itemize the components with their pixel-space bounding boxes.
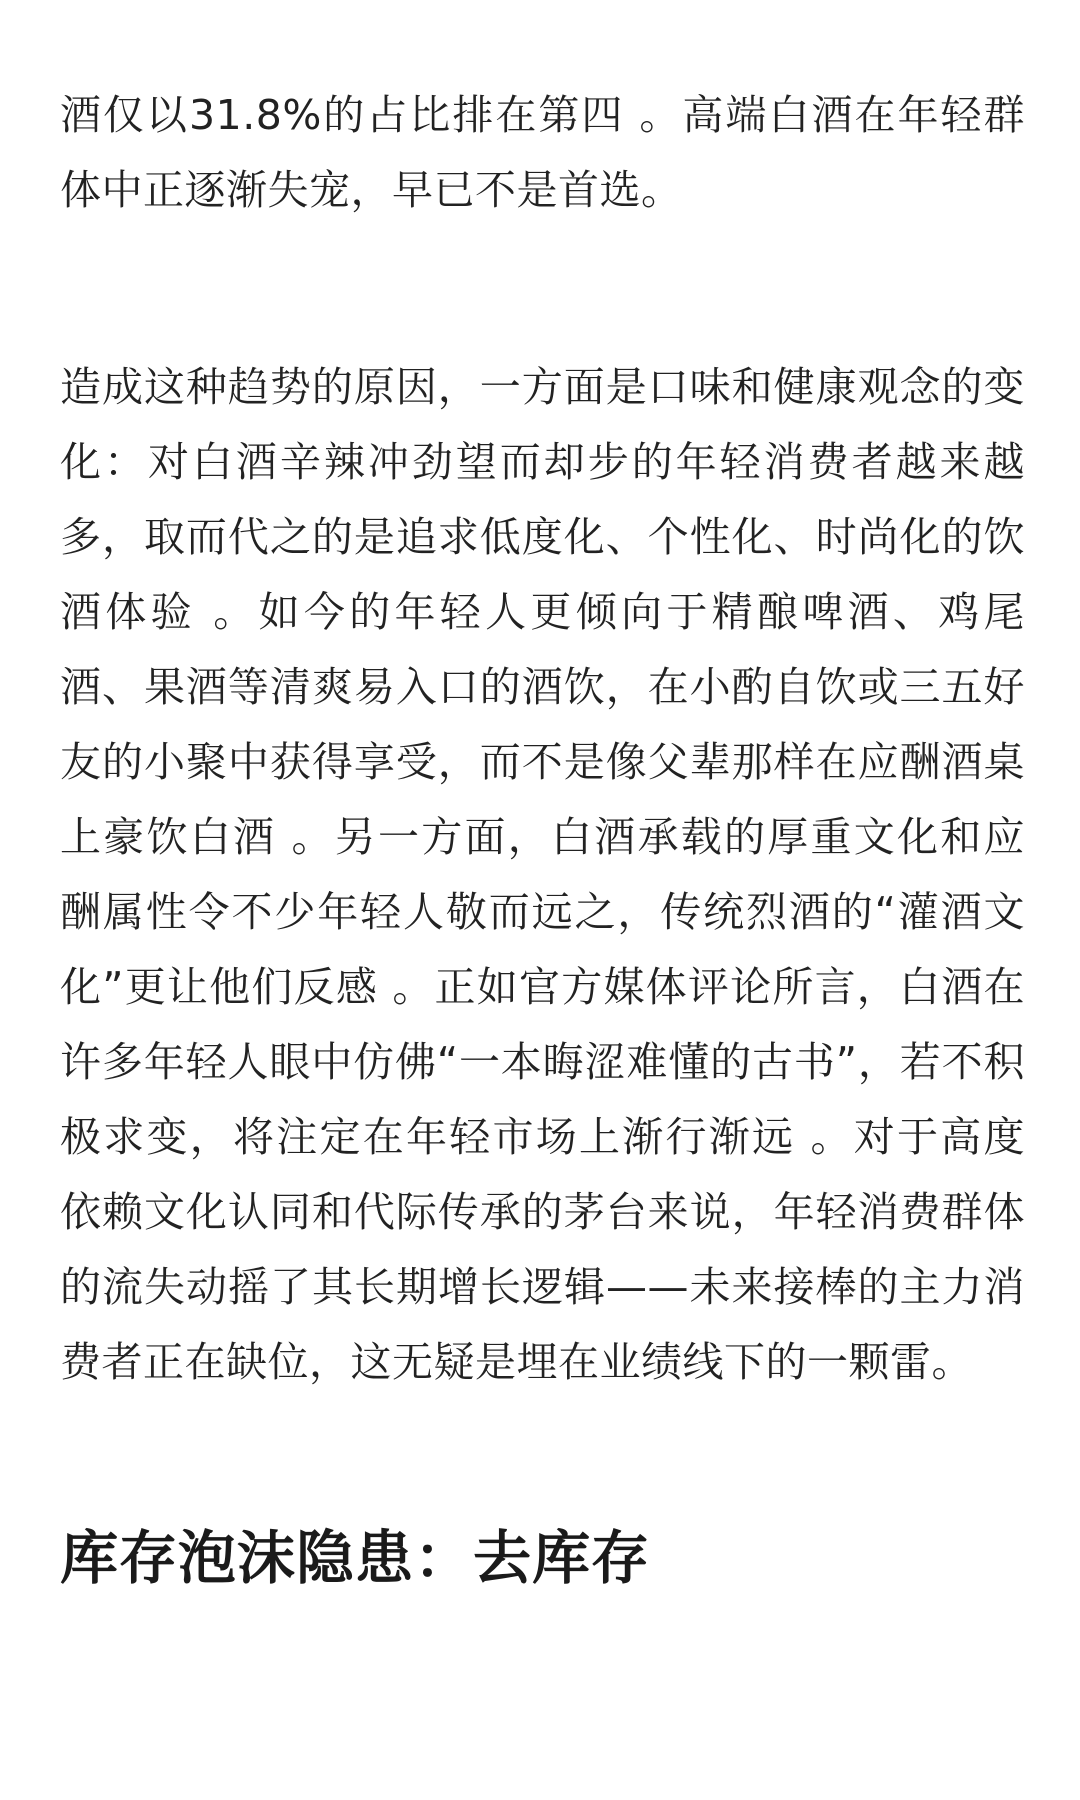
article-paragraph: 造成这种趋势的原因，一方面是口味和健康观念的变化：对白酒辛辣冲劲望而却步的年轻消费者越来越多，取而代之的是追求低度化、个性化、时尚化的饮酒体验 。如今的年轻人更倾向于精酿啤酒、鸡尾酒、果酒等清爽易入口的酒饮，在小酌自饮或三五好友的小聚中获得享受，而不是像父辈那样在应酬酒桌上豪饮白酒 。另一方面，白酒承载的厚重文化和应酬属性令不少年轻人敬而远之，传统烈酒的“灌酒文化”更让他们反感 。正如官方媒体评论所言，白酒在许多年轻人眼中仿佛“一本晦涩难懂的古书”，若不积极求变，将注定在年轻市场上渐行渐远 。对于高度依赖文化认同和代际传承的茅台来说，年轻消费群体的流失动摇了其长期增长逻辑——未来接棒的主力消费者正在缺位，这无疑是埋在业绩线下的一颗雷。 xyxy=(60,363,1025,1386)
article-paragraph: 酒仅以31.8%的占比排在第四 。高端白酒在年轻群体中正逐渐失宠，早已不是首选。 xyxy=(60,91,1025,214)
article-body xyxy=(60,78,1025,1598)
section-heading: 库存泡沫隐患：去库存 xyxy=(60,1524,651,1592)
